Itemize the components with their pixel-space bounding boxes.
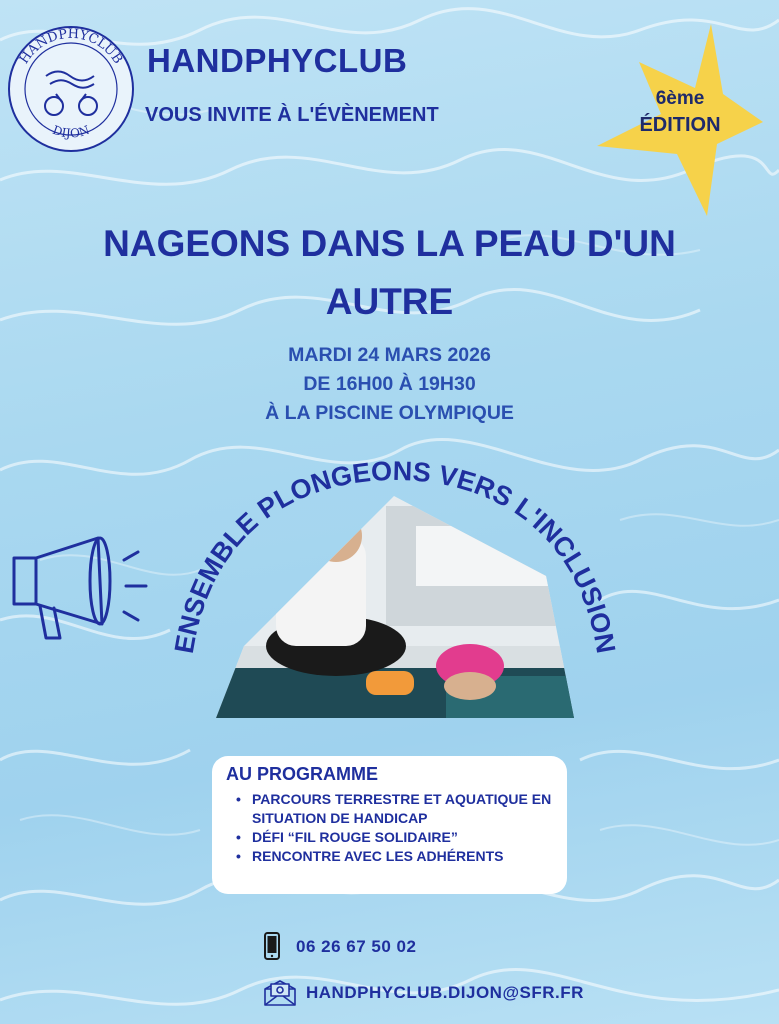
- slogan-arc: [160, 440, 630, 700]
- program-item: • PARCOURS TERRESTRE ET AQUATIQUE EN SITUATION DE HANDICAP: [234, 790, 554, 828]
- event-title: [0, 215, 779, 331]
- program-heading: AU PROGRAMME: [226, 764, 378, 784]
- program-list: [234, 790, 554, 866]
- event-place: À LA PISCINE OLYMPIQUE: [265, 402, 514, 424]
- edition-badge: [600, 88, 760, 137]
- svg-text:ENSEMBLE PLONGEONS VERS L'INCL: [169, 456, 621, 656]
- event-title-line2: AUTRE: [325, 281, 454, 322]
- event-time: DE 16H00 À 19H30: [303, 373, 476, 395]
- event-title-line1: NAGEONS DANS LA PEAU D'UN: [103, 223, 676, 264]
- edition-label: ÉDITION: [639, 114, 721, 136]
- logo-top-text: HANDPHYCLUB: [16, 26, 126, 67]
- invite-text: VOUS INVITE À L'ÉVÈNEMENT: [145, 104, 439, 126]
- program-item: • DÉFI “FIL ROUGE SOLIDAIRE”: [234, 828, 554, 847]
- megaphone-icon: [6, 528, 166, 644]
- mail-icon: [263, 980, 297, 1006]
- program-item: • RENCONTRE AVEC LES ADHÉRENTS: [234, 847, 554, 866]
- club-logo: [6, 24, 136, 154]
- program-card: [212, 756, 567, 894]
- event-details: [0, 341, 779, 428]
- edition-number: 6ème: [655, 88, 705, 109]
- event-date: MARDI 24 MARS 2026: [288, 344, 491, 366]
- phone-icon: [264, 932, 280, 960]
- slogan-text: ENSEMBLE PLONGEONS VERS L'INCLUSION: [168, 455, 622, 656]
- email-address[interactable]: HANDPHYCLUB.DIJON@SFR.FR: [306, 983, 584, 1002]
- phone-number[interactable]: 06 26 67 50 02: [296, 937, 417, 956]
- logo-bottom-text: DIJON: [50, 122, 92, 141]
- club-name: HANDPHYCLUB: [147, 42, 408, 79]
